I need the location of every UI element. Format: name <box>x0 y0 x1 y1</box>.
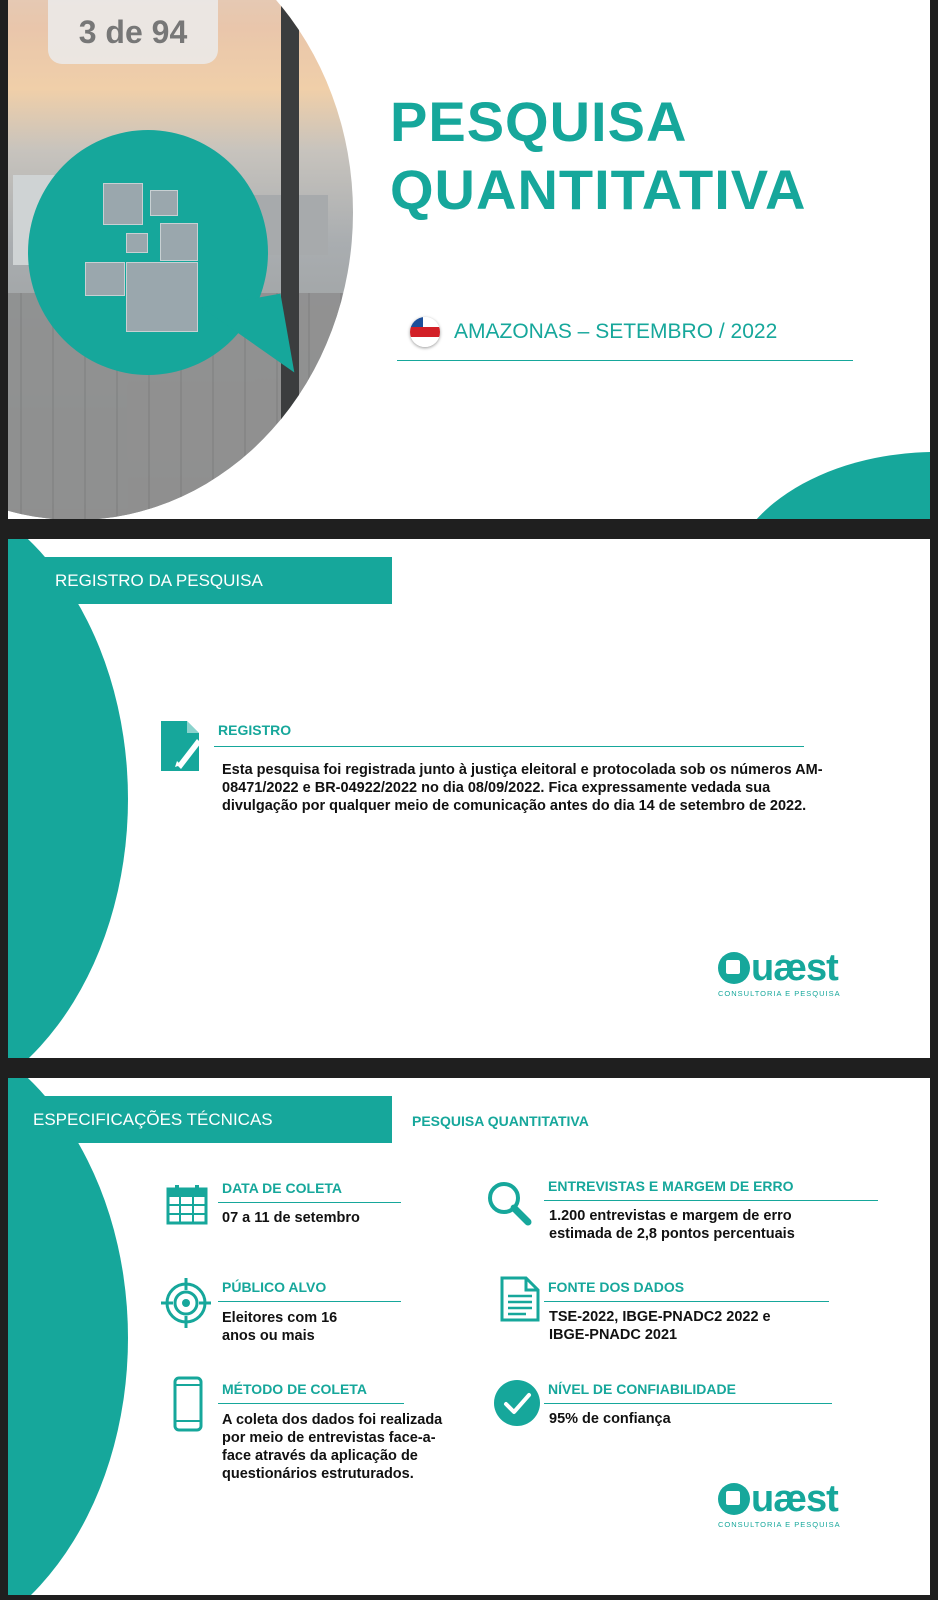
spec-title-metodo-coleta: MÉTODO DE COLETA <box>222 1381 367 1397</box>
slide-header: REGISTRO DA PESQUISA <box>8 557 392 604</box>
target-icon <box>161 1278 211 1328</box>
spec-text-metodo-coleta: A coleta dos dados foi realizada por meio de entrevistas face-a-face através da aplicação de questionários estruturados. <box>222 1412 443 1482</box>
spec-text-entrevistas: 1.200 entrevistas e margem de erro estimada de 2,8 pontos percentuais <box>549 1208 795 1242</box>
calendar-icon <box>166 1183 212 1229</box>
spec-text-confiabilidade: 95% de confiança <box>549 1411 671 1427</box>
spec-title-confiabilidade: NÍVEL DE CONFIABILIDADE <box>548 1381 736 1397</box>
spec-text-publico-alvo: Eleitores com 16 anos ou mais <box>222 1310 338 1344</box>
corner-decoration <box>726 452 930 519</box>
page-indicator: 3 de 94 <box>48 0 218 64</box>
specs-slide <box>8 1078 930 1595</box>
spec-title-entrevistas: ENTREVISTAS E MARGEM DE ERRO <box>548 1178 794 1194</box>
checkmark-circle-icon <box>493 1379 541 1427</box>
section-title: REGISTRO <box>218 722 292 738</box>
spec-text-fonte-dados: TSE-2022, IBGE-PNADC2 2022 e IBGE-PNADC 2021 <box>549 1309 771 1343</box>
document-pen-icon <box>161 721 201 771</box>
amazonas-flag-icon <box>410 317 440 347</box>
subtitle-row <box>410 317 777 347</box>
spec-title-fonte-dados: FONTE DOS DADOS <box>548 1279 685 1295</box>
document-icon <box>498 1276 544 1322</box>
spec-title-publico-alvo: PÚBLICO ALVO <box>222 1279 327 1295</box>
spec-title-data-coleta: DATA DE COLETA <box>222 1180 343 1196</box>
registration-slide <box>8 539 930 1058</box>
magnifier-icon <box>486 1180 532 1226</box>
quaest-logo: uæst CONSULTORIA E PESQUISA <box>718 1478 841 1529</box>
side-decoration <box>8 539 128 1058</box>
quaest-logo: uæst CONSULTORIA E PESQUISA <box>718 947 841 998</box>
quaest-q-icon <box>718 1483 750 1515</box>
registration-text: Esta pesquisa foi registrada junto à justiça eleitoral e protocolada sob os números AM-08471/2022 e BR-04922/2022 no dia 08/09/2022. Fica expressamente vedada sua divulgação por qualquer meio de comunicação antes do dia 14 de setembro de 2022. <box>222 762 823 814</box>
divider <box>397 360 853 361</box>
subtitle: AMAZONAS – SETEMBRO / 2022 <box>454 320 778 343</box>
slide-header: ESPECIFICAÇÕES TÉCNICAS <box>8 1096 392 1143</box>
smartphone-icon <box>173 1376 203 1432</box>
divider <box>214 746 804 747</box>
slide-subheader: PESQUISA QUANTITATIVA <box>412 1113 589 1129</box>
quaest-q-icon <box>718 952 750 984</box>
spec-text-data-coleta: 07 a 11 de setembro <box>222 1210 360 1226</box>
side-decoration <box>8 1078 128 1595</box>
title-slide <box>8 0 930 519</box>
page-title: PESQUISA QUANTITATIVA <box>390 90 807 221</box>
